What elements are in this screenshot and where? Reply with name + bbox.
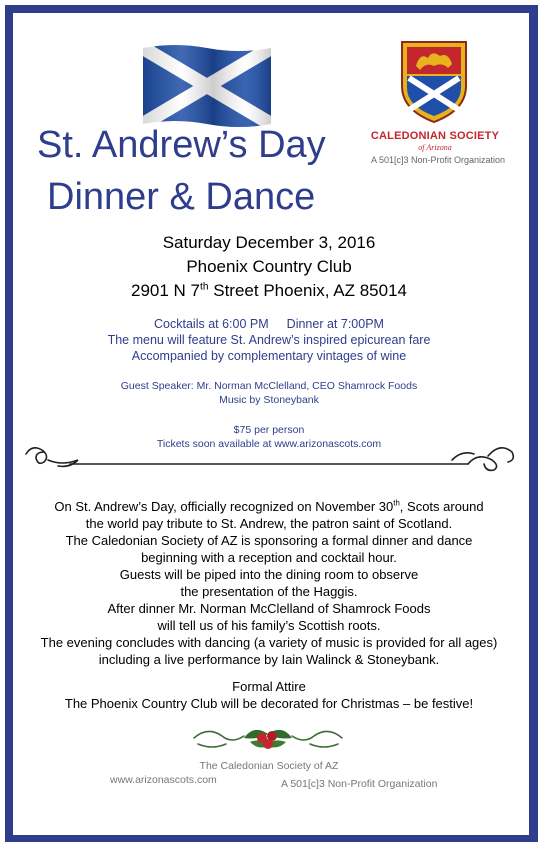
desc-l1-pre: On St. Andrew’s Day, officially recognized on November 30	[54, 499, 394, 514]
desc-line-7: After dinner Mr. Norman McClelland of Shamrock Foods	[107, 601, 431, 616]
saltire-flag-icon	[141, 44, 273, 130]
speaker-line: Guest Speaker: Mr. Norman McClelland, CEO Shamrock Foods	[120, 380, 418, 392]
footer-website: www.arizonascots.com	[110, 774, 217, 786]
footer-org: The Caledonian Society of AZ	[199, 760, 339, 772]
event-date: Saturday December 3, 2016	[162, 233, 376, 252]
event-address	[14, 279, 524, 303]
price-line: $75 per person	[233, 424, 305, 436]
wine-line: Accompanied by complementary vintages of wine	[131, 349, 407, 363]
decor-note: The Phoenix Country Club will be decorated for Christmas – be festive!	[64, 696, 474, 711]
title-line-2: Dinner & Dance	[47, 176, 316, 218]
tickets-line: Tickets soon available at www.arizonascots.com	[156, 438, 382, 450]
holly-icon	[188, 718, 348, 756]
title-line-1: St. Andrew’s Day	[37, 124, 326, 166]
desc-line-1	[14, 498, 524, 515]
crest-society-name: CALEDONIAN SOCIETY	[370, 130, 500, 142]
desc-line-2: the world pay tribute to St. Andrew, the patron saint of Scotland.	[85, 516, 453, 531]
music-line: Music by Stoneybank	[219, 394, 319, 406]
crest-society-sub: of Arizona	[418, 143, 452, 152]
menu-line: The menu will feature St. Andrew’s inspired epicurean fare	[107, 333, 431, 347]
crest-nonprofit: A 501[c]3 Non-Profit Organization	[370, 155, 506, 165]
formal-attire: Formal Attire	[232, 679, 306, 694]
desc-line-8: will tell us of his family’s Scottish roots.	[157, 618, 381, 633]
cocktails-time: Cocktails at 6:00 PM	[154, 317, 269, 331]
address-post: Street Phoenix, AZ 85014	[208, 281, 407, 300]
desc-line-3: The Caledonian Society of AZ is sponsoring a formal dinner and dance	[65, 533, 473, 548]
desc-line-6: the presentation of the Haggis.	[180, 584, 358, 599]
footer-nonprofit: A 501[c]3 Non-Profit Organization	[281, 778, 438, 790]
society-crest-icon	[398, 40, 470, 124]
desc-line-9: The evening concludes with dancing (a variety of music is provided for all ages)	[40, 635, 498, 650]
dinner-time: Dinner at 7:00PM	[286, 317, 384, 331]
desc-line-4: beginning with a reception and cocktail hour.	[141, 550, 397, 565]
desc-l1-post: , Scots around	[399, 499, 484, 514]
desc-line-5: Guests will be piped into the dining room to observe	[119, 567, 419, 582]
address-pre: 2901 N 7	[131, 281, 201, 300]
event-venue: Phoenix Country Club	[186, 257, 352, 276]
desc-line-10: including a live performance by Iain Walinck & Stoneybank.	[98, 652, 440, 667]
scroll-divider-icon	[22, 438, 518, 474]
address-sup: th	[200, 281, 209, 293]
desc-l1-sup: th	[393, 498, 400, 508]
times-line	[14, 316, 524, 332]
